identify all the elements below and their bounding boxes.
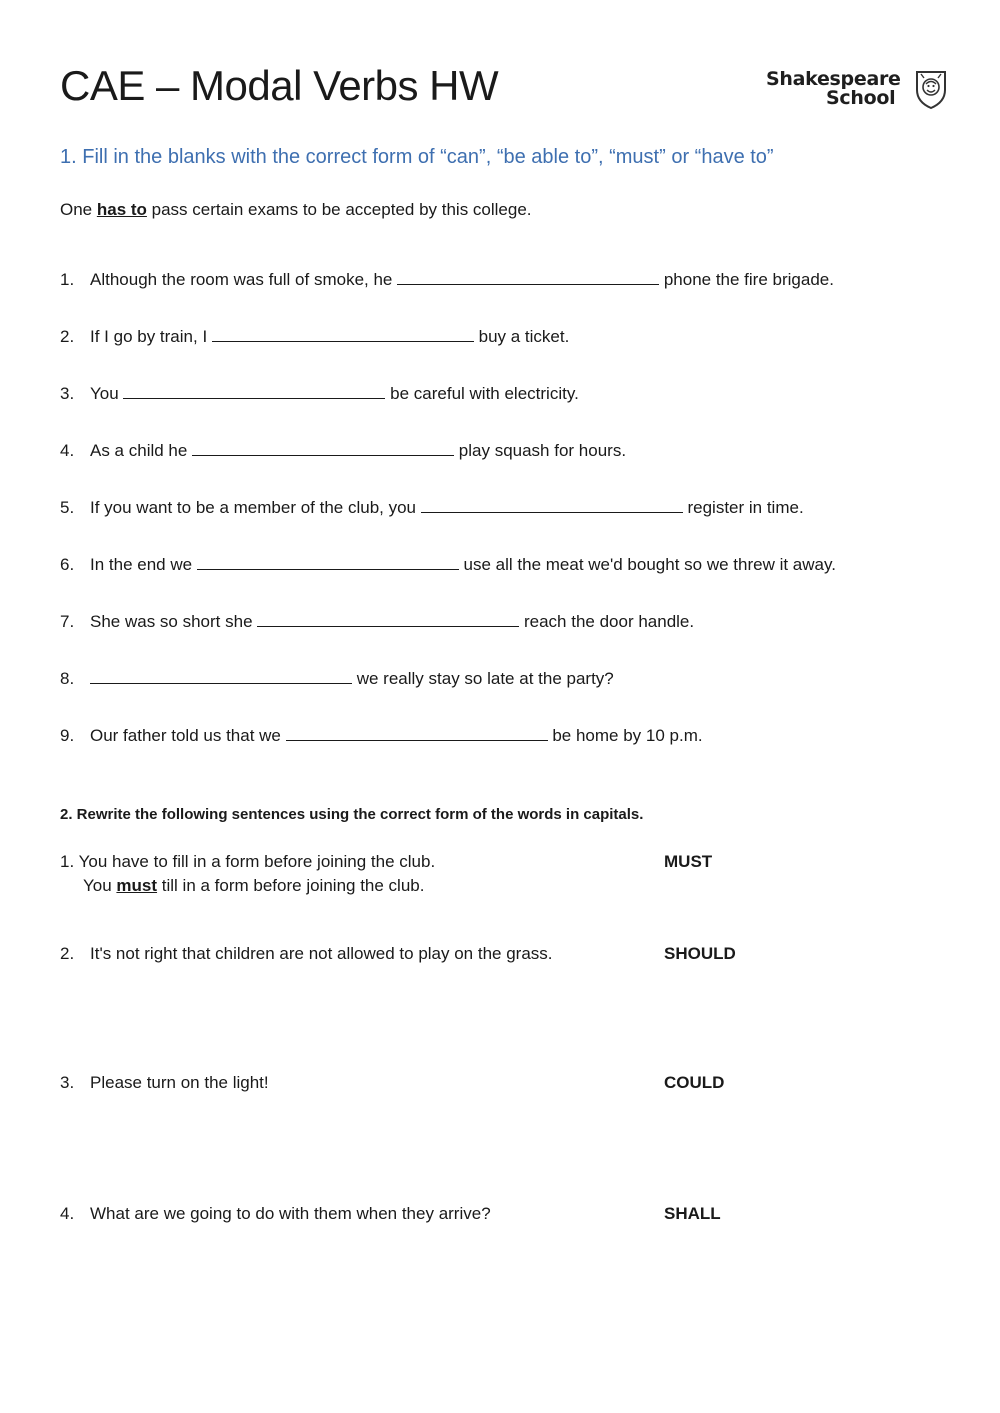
item-text-after: we really stay so late at the party? (352, 669, 614, 688)
school-logo (764, 66, 954, 116)
rewrite-sentence: It's not right that children are not allowed to play on the grass. (90, 944, 553, 963)
rewrite-example-sentence: 1. You have to fill in a form before joining the club. (60, 852, 436, 871)
answer-blank[interactable] (90, 667, 352, 684)
answer-blank[interactable] (257, 610, 519, 627)
fill-in-item (60, 325, 569, 347)
item-text-after: phone the fire brigade. (659, 270, 834, 289)
item-number: 7. (60, 612, 75, 631)
rewrite-item (60, 944, 553, 964)
item-text-before: If you want to be a member of the club, you (90, 498, 421, 517)
item-number: 3. (60, 1073, 75, 1092)
item-text-after: be careful with electricity. (385, 384, 579, 403)
example-after: pass certain exams to be accepted by this college. (146, 200, 532, 219)
section1-heading: 1. Fill in the blanks with the correct form of “can”, “be able to”, “must” or “have to” (60, 146, 774, 168)
item-number: 6. (60, 555, 75, 574)
rewrite-example-keyword: MUST (664, 852, 713, 871)
item-text-after: play squash for hours. (454, 441, 627, 460)
item-number: 3. (60, 384, 75, 403)
item-text-before: You (90, 384, 124, 403)
item-number: 9. (60, 726, 75, 745)
section1-example (60, 200, 532, 220)
rewrite-item (60, 1073, 269, 1093)
item-text-before: If I go by train, I (90, 327, 212, 346)
answer-blank[interactable] (192, 439, 454, 456)
answer-before: You (83, 876, 117, 895)
item-number: 4. (60, 441, 75, 460)
answer-blank[interactable] (212, 325, 474, 342)
rewrite-keyword: COULD (664, 1073, 725, 1092)
item-text-after: use all the meat we'd bought so we threw it away. (458, 555, 836, 574)
logo-text-line1: Shakespeare (766, 68, 901, 90)
rewrite-example-answer (83, 876, 424, 896)
item-text-before: She was so short she (90, 612, 258, 631)
answer-after: till in a form before joining the club. (157, 876, 425, 895)
rewrite-sentence: What are we going to do with them when they arrive? (90, 1204, 491, 1223)
item-text-before: As a child he (90, 441, 193, 460)
answer-blank[interactable] (421, 496, 683, 513)
item-number: 1. (60, 270, 75, 289)
item-text-after: be home by 10 p.m. (547, 726, 703, 745)
fill-in-item (60, 268, 834, 290)
item-number: 5. (60, 498, 75, 517)
answer-blank[interactable] (397, 268, 659, 285)
item-text-after: register in time. (682, 498, 804, 517)
fill-in-item (60, 667, 614, 689)
logo-text-line2: School (826, 87, 896, 109)
rewrite-keyword: SHALL (664, 1204, 721, 1223)
answer-blank[interactable] (286, 724, 548, 741)
item-text-before: In the end we (90, 555, 197, 574)
fill-in-item (60, 610, 694, 632)
example-before: One (60, 200, 97, 219)
item-text-after: reach the door handle. (519, 612, 695, 631)
item-number: 8. (60, 669, 75, 688)
item-text-before: Our father told us that we (90, 726, 286, 745)
rewrite-item (60, 1204, 491, 1224)
page-title: CAE – Modal Verbs HW (60, 62, 499, 109)
fill-in-item (60, 496, 804, 518)
fill-in-item (60, 439, 626, 461)
item-number: 2. (60, 944, 75, 963)
item-text-after: buy a ticket. (473, 327, 570, 346)
example-answer: has to (96, 200, 147, 219)
fill-in-item (60, 553, 836, 575)
item-text-before: Although the room was full of smoke, he (90, 270, 398, 289)
answer-blank[interactable] (197, 553, 459, 570)
fill-in-item (60, 724, 703, 746)
rewrite-keyword: SHOULD (664, 944, 736, 963)
rewrite-sentence: Please turn on the light! (90, 1073, 269, 1092)
answer-blank[interactable] (123, 382, 385, 399)
answer-word: must (116, 876, 158, 895)
section2-heading: 2. Rewrite the following sentences using the correct form of the words in capitals. (60, 806, 644, 823)
crest-icon (914, 68, 948, 110)
item-number: 2. (60, 327, 75, 346)
item-number: 4. (60, 1204, 75, 1223)
fill-in-item (60, 382, 579, 404)
